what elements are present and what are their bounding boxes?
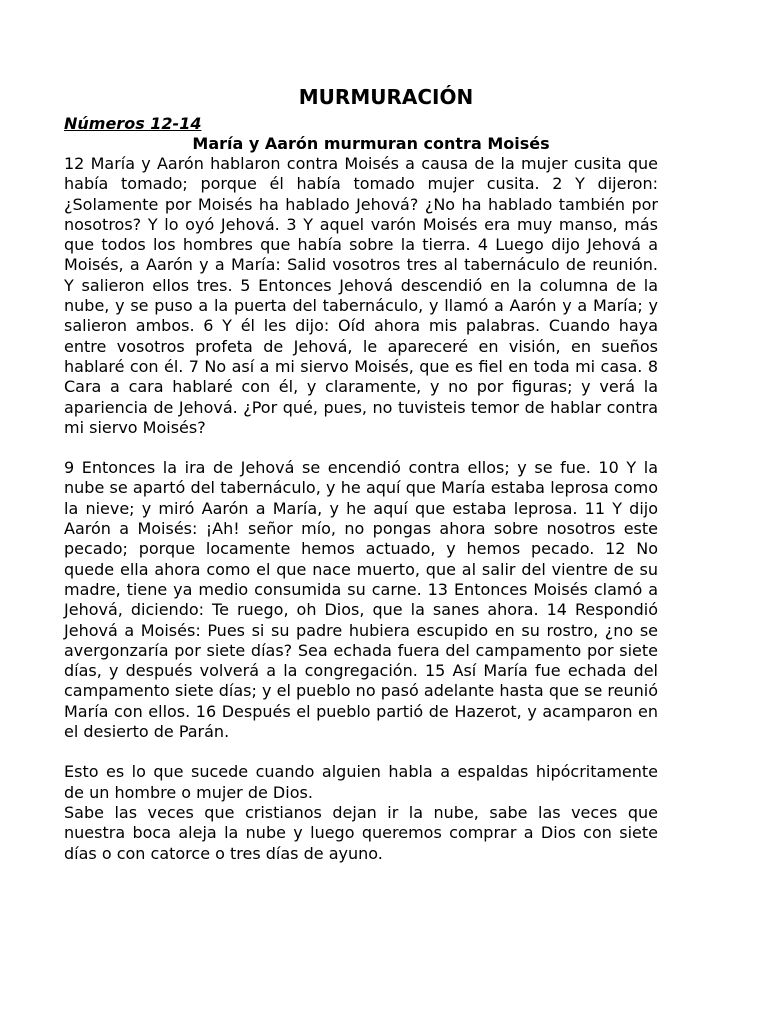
paragraph-4: Sabe las veces que cristianos dejan ir la nube, sabe las veces que nuestra boca aleja la nube y luego queremos comprar a Dios con siete días o con catorce o tres días de ayuno. xyxy=(64,802,658,863)
scripture-reference: Números 12-14 xyxy=(64,114,202,133)
paragraph-spacer xyxy=(64,742,658,762)
paragraph-spacer xyxy=(64,438,658,458)
paragraph-3: Esto es lo que sucede cuando alguien habla a espaldas hipócritamente de un hombre o mujer de Dios. xyxy=(64,762,658,802)
paragraph-1: 12 María y Aarón hablaron contra Moisés a causa de la mujer cusita que había tomado; porque él había tomado mujer cusita. 2 Y dijeron: ¿Solamente por Moisés ha hablado Jehová? ¿No ha hablado también por nosotros? Y lo oyó Jehová. 3 Y aquel varón Moisés era muy manso, más que todos los hombres que había sobre la tierra. 4 Luego dijo Jehová a Moisés, a Aarón y a María: Salid vosotros tres al tabernáculo de reunión. Y salieron ellos tres. 5 Entonces Jehová descendió en la columna de la nube, y se puso a la puerta del tabernáculo, y llamó a Aarón y a María; y salieron ambos. 6 Y él les dijo: Oíd ahora mis palabras. Cuando haya entre vosotros profeta de Jehová, le apareceré en visión, en sueños hablaré con él. 7 No así a mi siervo Moisés, que es fiel en toda mi casa. 8 Cara a cara hablaré con él, y claramente, y no por figuras; y verá la apariencia de Jehová. ¿Por qué, pues, no tuvisteis temor de hablar contra mi siervo Moisés? xyxy=(64,154,658,437)
section-subtitle: María y Aarón murmuran contra Moisés xyxy=(192,134,550,153)
document-title: MURMURACIÓN xyxy=(298,85,474,109)
paragraph-2: 9 Entonces la ira de Jehová se encendió contra ellos; y se fue. 10 Y la nube se apartó del tabernáculo, y he aquí que María estaba leprosa como la nieve; y miró Aarón a María, y he aquí que estaba leprosa. 11 Y dijo Aarón a Moisés: ¡Ah! señor mío, no pongas ahora sobre nosotros este pecado; porque locamente hemos actuado, y hemos pecado. 12 No quede ella ahora como el que nace muerto, que al salir del vientre de su madre, tiene ya medio consumida su carne. 13 Entonces Moisés clamó a Jehová, diciendo: Te ruego, oh Dios, que la sanes ahora. 14 Respondió Jehová a Moisés: Pues si su padre hubiera escupido en su rostro, ¿no se avergonzaría por siete días? Sea echada fuera del campamento por siete días, y después volverá a la congregación. 15 Así María fue echada del campamento siete días; y el pueblo no pasó adelante hasta que se reunió María con ellos. 16 Después el pueblo partió de Hazerot, y acamparon en el desierto de Parán. xyxy=(64,458,658,742)
